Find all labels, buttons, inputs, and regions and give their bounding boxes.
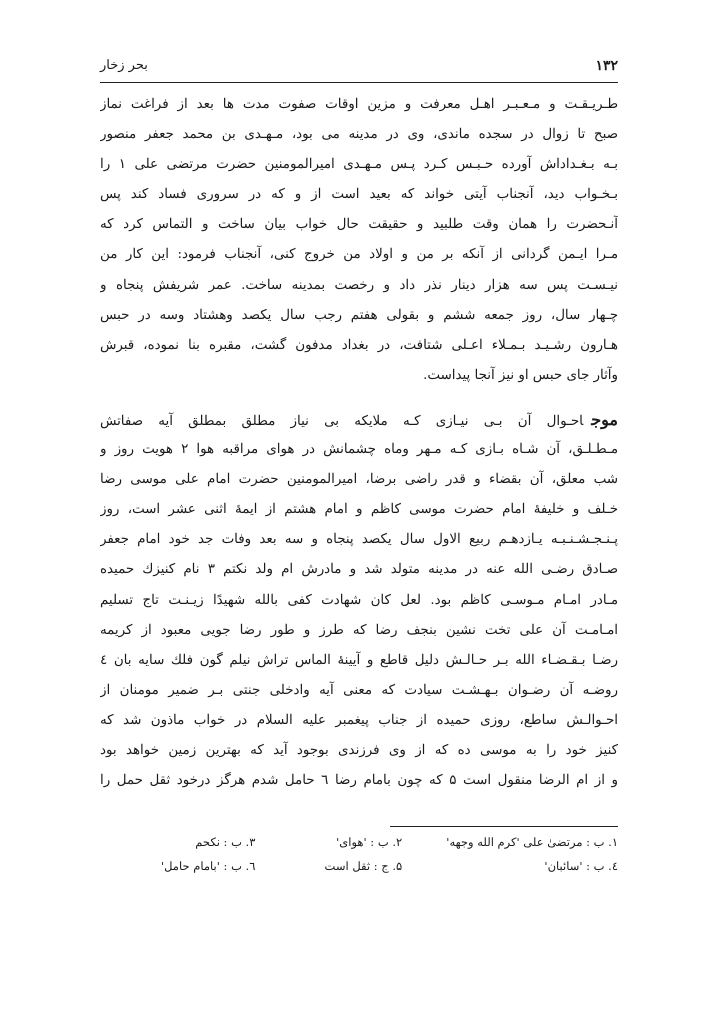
text-line: نیـسـت پس سه هزار دینار نذر داد و رخصت بمدینه ساخت. عمر شریفش پنجاه و bbox=[100, 277, 618, 293]
page-number: ۱۳۲ bbox=[595, 58, 618, 74]
body-text bbox=[100, 90, 618, 796]
running-title: بحر زخار bbox=[100, 58, 148, 73]
footnote-row bbox=[100, 830, 618, 854]
footnote: ٦. ب : 'بامام حامل' bbox=[160, 859, 256, 873]
page-header bbox=[100, 58, 618, 80]
text-line: کنیز خود را به موسی ده که از وی فرزندی بوجود آید که بهترین زمین خواهد بود bbox=[100, 742, 618, 758]
footnote: ۳. ب : نکحم bbox=[195, 835, 256, 849]
text-line: صـادق رضـی الله عنه در مدینه متولد شد و مادرش ام ولد نکتم ۳ نام کنیزك حمیده bbox=[100, 562, 618, 578]
footnote-row bbox=[100, 854, 618, 878]
text-line: هـارون رشـیـد بـمـلاء اعـلی شتافت، در بغداد مدفون گشت، مقبره بنا نموده، قبرش bbox=[100, 337, 618, 353]
text-line: مـادر امـام مـوسـی کاظم بود. لعل کان شهادت کفی بالله شهیدًا زیـنـت تاج تسلیم bbox=[100, 592, 618, 608]
text-line: بـخـواب دید، آنجناب آیتی خواند که بعید است از و که در سروری فساد کند پس bbox=[100, 187, 618, 203]
footnote: ۵. ج : ثقل است bbox=[324, 859, 403, 873]
text-line: بـه بـغـداداش آورده حـبـس کـرد پـس مـهـدی امیرالمومنین حضرت مرتضی علی ۱ را bbox=[100, 157, 618, 173]
text-line: خـلف و خلیفهٔ امام حضرت موسی کاظم و امام هشتم از ایمهٔ اثنی عشر است، روز bbox=[100, 502, 618, 518]
text-line: شب معلق، آن بقضاء و قدر راضی برضا، امیرالمومنین حضرت امام علی موسی رضا bbox=[100, 472, 618, 488]
text-line: آنـحضرت را همان وقت طلبید و حقیقت حال خواب بیان ساخت و التماس کرد که bbox=[100, 217, 618, 233]
text-line-with-heading bbox=[100, 405, 618, 435]
text-line: وآثار جای حبس او نیز آنجا پیداست. bbox=[423, 367, 618, 383]
footnote-rule bbox=[390, 826, 618, 827]
paragraph-2 bbox=[100, 405, 618, 796]
text-line: صبح تا زوال در سجده ماندی، وی در مدینه می بود، مـهـدی بن محمد جعفر منصور bbox=[100, 127, 618, 143]
header-rule bbox=[100, 82, 618, 83]
text-line: روضـه آن رضـوان بـهـشـت سیادت که معنی آیه وادخلی جنتی بـر ضمیر مومنان از bbox=[100, 682, 618, 698]
paragraph-1 bbox=[100, 90, 618, 391]
text-line: احـوالـش ساطع، روزی حمیده از جناب پیغمبر علیه السلام در خواب ماذون شد که bbox=[100, 712, 618, 728]
text-line: طـریـقـت و مـعـبـر اهـل معرفت و مزین اوقات صفوت مدت ها بعد از فراغت نماز bbox=[100, 97, 618, 112]
text-line: احـوال آن بـی نیـازی کـه ملایکه بی نیاز مطلق بمطلق آیه صفاتش bbox=[100, 413, 584, 429]
footnote: ۲. ب : 'هوای' bbox=[336, 835, 403, 849]
text-line: مـطـلـق، آن شـاه بـازی کـه مـهر وماه چشمانش در هوای مراقبه هوا ۲ هویت روز و bbox=[100, 442, 618, 458]
text-line: چـهار سال، روز جمعه ششم و بقولی هفتم رجب سال یکصد وهشتاد وسه در حبس bbox=[100, 307, 618, 323]
footnotes bbox=[100, 830, 618, 878]
footnote: ۱. ب : مرتضیٰ علی 'کرم الله وجهه' bbox=[446, 835, 618, 849]
footnote: ٤. ب : 'سائبان' bbox=[544, 859, 618, 873]
text-line: امـامـت آن علی تخت نشین بنجف رضا که طرز و طور رضا جویی معبود از کریمه bbox=[100, 622, 618, 638]
text-line: مـرا ایـمن گردانی از آنکه بر من و اولاد من خروج کنی، آنجناب فرمود: این کار من bbox=[100, 247, 618, 263]
text-line: رضـا بـقـضـاء الله بـر حـالـش دلیل قاطع و آیینهٔ الماس تراش نیلم گون فلك سایه بان ٤ bbox=[100, 652, 618, 668]
text-line: پـنـجـشـنـبـه یـازدهـم ربیع الاول سال یکصد پنجاه و سه بعد وفات جد خود امام جعفر bbox=[100, 532, 618, 548]
section-heading: موج bbox=[591, 409, 618, 429]
text-line: و از ام الرضا منقول است ۵ که چون بامام رضا ٦ حامل شدم هرگز درخود ثقل حمل را bbox=[100, 773, 618, 789]
paragraph-gap bbox=[100, 391, 618, 405]
